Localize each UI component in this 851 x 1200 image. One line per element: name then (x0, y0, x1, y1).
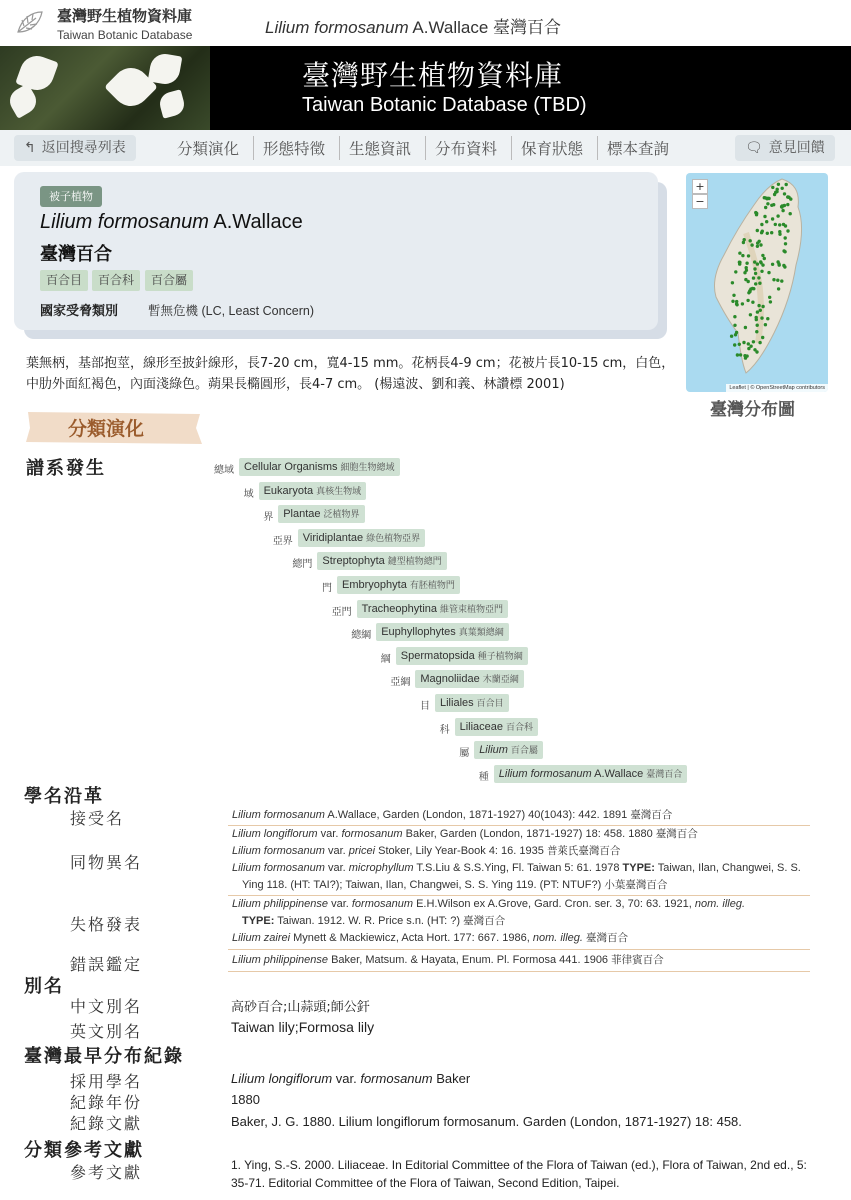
occurrence-dot (776, 188, 779, 191)
occurrence-dot (778, 230, 781, 233)
occurrence-dot (783, 265, 786, 268)
lineage-taxon[interactable]: Liliaceae 百合科 (455, 718, 538, 736)
occurrence-dot (782, 249, 785, 252)
nav-specimens[interactable]: 標本查詢 (607, 140, 670, 158)
synonym-entry: Lilium formosanum var. microphyllum T.S.Liu & S.S.Ying, Fl. Taiwan 5: 61. 1978 TYPE: Taiwan, Ilan, Changwei, S. S. Ying 118. (HT: TAI?); Taiwan, Ilan, Changwei, S. S. Ying 119. (PT: NTUF?) 小葉臺灣百合 (232, 862, 801, 891)
lineage-taxon[interactable]: Spermatopsida 種子植物綱 (396, 647, 528, 665)
occurrence-dot (763, 215, 766, 218)
occurrence-dot (777, 262, 780, 265)
misidentification-label: 錯誤鑑定 (70, 955, 143, 974)
occurrence-dot (789, 197, 792, 200)
lineage-rank: 屬 (459, 748, 470, 760)
occurrence-dot (769, 300, 772, 303)
occurrence-dot (741, 302, 744, 305)
flower-shape (148, 52, 183, 87)
occurrence-dot (752, 276, 755, 279)
nav-separator (597, 136, 598, 160)
chinese-alias-label: 中文別名 (70, 997, 143, 1016)
lineage-rank: 科 (439, 724, 450, 736)
map-attribution[interactable]: Leaflet | © OpenStreetMap contributors (726, 384, 828, 392)
occurrence-dot (735, 300, 738, 303)
occurrence-dot (747, 254, 750, 257)
references-label: 參考文獻 (70, 1163, 143, 1182)
banner-title-zh: 臺灣野生植物資料庫 (302, 59, 564, 92)
occurrence-dot (754, 282, 757, 285)
family-tag[interactable]: 百合科 (92, 270, 140, 291)
lineage-taxon[interactable]: Cellular Organisms 細胞生物總域 (239, 458, 400, 476)
english-alias-label: 英文別名 (70, 1022, 143, 1041)
phylogeny-heading: 譜系發生 (26, 458, 106, 479)
back-arrow-icon: ↰ (24, 140, 36, 156)
occurrence-dot (759, 243, 762, 246)
occurrence-dot (770, 231, 773, 234)
occurrence-dot (789, 212, 792, 215)
lineage-rank: 亞界 (272, 535, 293, 547)
lineage-taxon[interactable]: Euphyllophytes 真葉類總綱 (376, 623, 509, 641)
occurrence-dot (733, 324, 736, 327)
occurrence-dot (786, 229, 789, 232)
references-heading: 分類參考文獻 (24, 1140, 144, 1161)
occurrence-dot (781, 209, 784, 212)
lineage-rank: 總門 (292, 559, 313, 571)
occurrence-dot (767, 271, 770, 274)
occurrence-dot (777, 183, 780, 186)
zoom-out-button[interactable]: − (692, 194, 708, 209)
occurrence-dot (756, 241, 759, 244)
scientific-name: Lilium formosanum A.Wallace (40, 211, 303, 233)
occurrence-dot (761, 254, 764, 257)
occurrence-dot (738, 343, 741, 346)
occurrence-dot (733, 343, 736, 346)
occurrence-dot (745, 269, 748, 272)
accepted-name-entry: Lilium formosanum A.Wallace, Garden (London, 1871-1927) 40(1043): 442. 1891 臺灣百合 (232, 809, 673, 821)
occurrence-dot (752, 340, 755, 343)
flower-shape (157, 89, 186, 118)
occurrence-dot (750, 243, 753, 246)
occurrence-dot (776, 214, 779, 217)
occurrence-dot (764, 323, 767, 326)
nav-taxonomy[interactable]: 分類演化 (177, 140, 240, 158)
occurrence-dot (730, 335, 733, 338)
occurrence-dot (756, 262, 759, 265)
adopted-name-value: Lilium longiflorum var. formosanum Baker (231, 1071, 471, 1086)
lineage-taxon[interactable]: Viridiplantae 綠色植物亞界 (298, 529, 425, 547)
english-alias-value: Taiwan lily;Formosa lily (231, 1019, 375, 1035)
lineage-taxon[interactable]: Magnoliidae 木蘭亞綱 (415, 670, 523, 688)
occurrence-dot (756, 245, 759, 248)
occurrence-dot (741, 254, 744, 257)
banner (0, 46, 851, 130)
occurrence-dot (785, 183, 788, 186)
chinese-alias-value: 高砂百合;山蒜頭;師公釬 (231, 1000, 370, 1015)
occurrence-dot (760, 316, 763, 319)
morphology-description: 葉無柄，基部抱莖，線形至披針線形，長7-20 cm，寬4-15 mm。花柄長4-9 cm；花被片長10-15 cm，白色，中肋外面紅褐色，內面淺綠色。蒴果長橢圓形，長4-7 cm。 (楊遠波、劉和義、林讚標 2001) (26, 356, 675, 392)
lineage-rank: 綱 (380, 653, 391, 665)
misidentification-entry: Lilium philippinense Baker, Matsum. & Hayata, Enum. Pl. Formosa 441. 1906 菲律賓百合 (232, 954, 664, 966)
occurrence-dot (744, 326, 747, 329)
lineage-taxon[interactable]: Lilium formosanum A.Wallace 臺灣百合 (494, 765, 688, 783)
lineage-rank: 域 (243, 488, 254, 500)
nav-separator (339, 136, 340, 160)
order-tag[interactable]: 百合目 (40, 270, 88, 291)
lineage-rank: 門 (322, 583, 332, 594)
occurrence-dot (745, 262, 748, 265)
earliest-record-heading: 臺灣最早分布紀錄 (24, 1046, 184, 1067)
occurrence-dot (758, 282, 761, 285)
lineage-rank: 總域 (214, 465, 234, 476)
occurrence-dot (738, 261, 741, 264)
occurrence-dot (744, 278, 747, 281)
back-to-search-button[interactable]: ↰ 返回搜尋列表 (14, 135, 136, 161)
lineage-taxon[interactable]: Embryophyta 有胚植物門 (337, 576, 460, 594)
occurrence-dot (760, 270, 763, 273)
occurrence-dot (756, 324, 759, 327)
occurrence-dot (747, 291, 750, 294)
nav-separator (253, 136, 254, 160)
occurrence-dot (758, 341, 761, 344)
occurrence-dot (754, 211, 757, 214)
occurrence-dot (766, 317, 769, 320)
occurrence-dot (783, 192, 786, 195)
illegitimate-entry: Lilium philippinense var. formosanum E.H.Wilson ex A.Grove, Gard. Cron. ser. 3, 70: 63. 1921, nom. illeg. TYPE: Taiwan. 1912. W. R. Price s.n. (HT: ?) 臺灣百合 (232, 898, 746, 927)
occurrence-dot (765, 220, 768, 223)
illegitimate-entry: Lilium zairei Mynett & Mackiewicz, Acta Hort. 177: 667. 1986, nom. illeg. 臺灣百合 (232, 932, 629, 944)
occurrence-dot (747, 347, 750, 350)
lineage-rank: 亞綱 (390, 677, 411, 689)
occurrence-dot (768, 296, 771, 299)
occurrence-dot (765, 197, 768, 200)
accepted-name-label: 接受名 (70, 809, 125, 828)
occurrence-dot (733, 315, 736, 318)
lineage-taxon[interactable]: Eukaryota 真核生物域 (259, 482, 367, 500)
occurrence-dot (749, 239, 752, 242)
feedback-button[interactable]: 🗨 意見回饋 (735, 135, 835, 161)
threat-value: 暫無危機 (LC, Least Concern) (148, 304, 315, 318)
lineage-rank: 目 (420, 701, 430, 712)
reference-entry: 1. Ying, S.-S. 2000. Liliaceae. In Editorial Committee of the Flora of Taiwan (ed.), Flora of Taiwan, 2nd ed., 5: 35-71. Editorial Committee of the Flora of Taiwan, Second Edition, Taipei. (231, 1158, 807, 1190)
banner-photo (0, 46, 210, 130)
banner-title-en: Taiwan Botanic Database (TBD) (302, 94, 587, 116)
occurrence-dot (771, 186, 774, 189)
nav-distribution[interactable]: 分布資料 (435, 140, 498, 158)
section-nav (0, 130, 851, 166)
map-title: 臺灣分布圖 (710, 400, 795, 420)
occurrence-dot (770, 204, 773, 207)
occurrence-dot (763, 257, 766, 260)
synonym-entry: Lilium formosanum var. pricei Stoker, Lily Year-Book 4: 16. 1935 普萊氏臺灣百合 (232, 845, 621, 857)
synonym-entry: Lilium longiflorum var. formosanum Baker, Garden (London, 1871-1927) 18: 458. 1880 臺灣百合 (232, 828, 698, 840)
occurrence-dot (757, 276, 760, 279)
occurrence-dot (739, 353, 742, 356)
section-title-taxonomy: 分類演化 (68, 418, 145, 440)
occurrence-dot (761, 263, 764, 266)
occurrence-dot (780, 279, 783, 282)
occurrence-dot (745, 354, 748, 357)
occurrence-dot (757, 304, 760, 307)
occurrence-dot (738, 252, 741, 255)
occurrence-dot (771, 263, 774, 266)
site-name-en[interactable]: Taiwan Botanic Database (57, 28, 193, 42)
occurrence-dot (747, 342, 750, 345)
record-year-value: 1880 (231, 1092, 260, 1107)
occurrence-dot (786, 203, 789, 206)
occurrence-dot (734, 270, 737, 273)
site-name-zh[interactable]: 臺灣野生植物資料庫 (57, 7, 193, 25)
synonyms-label: 同物異名 (70, 853, 143, 872)
occurrence-dot (761, 305, 764, 308)
occurrence-dot (753, 348, 756, 351)
occurrence-dot (760, 223, 763, 226)
nav-ecology[interactable]: 生態資訊 (349, 140, 412, 158)
lineage-taxon[interactable]: Liliales 百合目 (435, 694, 509, 712)
occurrence-dot (777, 287, 780, 290)
occurrence-dot (766, 202, 769, 205)
occurrence-dot (760, 231, 763, 234)
occurrence-dot (774, 191, 777, 194)
distribution-map[interactable] (686, 173, 828, 392)
nav-separator (425, 136, 426, 160)
occurrence-dot (735, 303, 738, 306)
lineage-rank: 總綱 (351, 630, 372, 642)
nav-conservation[interactable]: 保育狀態 (521, 140, 584, 158)
occurrence-dot (759, 260, 762, 263)
record-literature-label: 紀錄文獻 (70, 1114, 143, 1133)
lineage-rank: 界 (263, 512, 274, 524)
adopted-name-label: 採用學名 (70, 1072, 143, 1091)
occurrence-dot (752, 287, 755, 290)
nomenclature-heading: 學名沿革 (24, 786, 104, 807)
nav-morphology[interactable]: 形態特徵 (263, 140, 326, 158)
occurrence-dot (756, 229, 759, 232)
lineage-rank: 亞門 (331, 606, 352, 618)
occurrence-dot (742, 241, 745, 244)
page-title-sci: Lilium formosanum (265, 18, 409, 37)
occurrence-dot (732, 294, 735, 297)
occurrence-dot (755, 330, 758, 333)
divider (228, 971, 810, 972)
class-badge: 被子植物 (40, 186, 102, 207)
occurrence-dot (781, 187, 784, 190)
occurrence-dot (774, 223, 777, 226)
chinese-name: 臺灣百合 (40, 244, 112, 265)
leaf-logo-icon[interactable] (14, 8, 46, 40)
occurrence-dot (764, 206, 767, 209)
occurrence-dot (766, 232, 769, 235)
occurrence-dot (751, 301, 754, 304)
lineage-taxon[interactable]: Streptophyta 鏈型植物總門 (317, 552, 446, 570)
page-title-author: A.Wallace (412, 18, 489, 37)
occurrence-dot (755, 316, 758, 319)
divider (228, 949, 810, 950)
occurrence-dot (761, 336, 764, 339)
zoom-in-button[interactable]: + (692, 179, 708, 194)
occurrence-dot (782, 223, 785, 226)
occurrence-dot (771, 217, 774, 220)
record-literature-value: Baker, J. G. 1880. Lilium longiflorum formosanum. Garden (London, 1871-1927) 18: 458. (231, 1114, 742, 1129)
occurrence-dot (731, 300, 734, 303)
occurrence-dot (756, 310, 759, 313)
lineage-taxon[interactable]: Tracheophytina 維管束植物亞門 (357, 600, 508, 618)
occurrence-dot (784, 242, 787, 245)
nav-separator (511, 136, 512, 160)
chat-icon: 🗨 (745, 140, 763, 156)
occurrence-dot (772, 278, 775, 281)
record-year-label: 紀錄年份 (70, 1093, 143, 1112)
occurrence-dot (731, 281, 734, 284)
occurrence-dot (780, 205, 783, 208)
lineage-taxon[interactable]: Lilium 百合屬 (474, 741, 543, 759)
illegitimate-label: 失格發表 (70, 915, 143, 934)
lineage-taxon[interactable]: Plantae 泛植物界 (278, 505, 364, 523)
occurrence-dot (786, 195, 789, 198)
occurrence-dot (736, 353, 739, 356)
page-title (265, 13, 561, 38)
occurrence-dot (784, 236, 787, 239)
occurrence-dot (754, 272, 757, 275)
genus-tag[interactable]: 百合屬 (145, 270, 193, 291)
occurrence-dot (746, 299, 749, 302)
occurrence-dot (759, 309, 762, 312)
lineage-rank: 種 (478, 771, 489, 783)
alias-heading: 別名 (24, 976, 64, 997)
occurrence-dot (735, 331, 738, 334)
occurrence-dot (778, 223, 781, 226)
occurrence-dot (753, 260, 756, 263)
occurrence-dot (753, 267, 756, 270)
occurrence-dot (776, 279, 779, 282)
occurrence-dot (742, 341, 745, 344)
page-title-zh: 臺灣百合 (493, 18, 562, 37)
threat-label: 國家受脅類別 (40, 304, 119, 319)
occurrence-dot (749, 313, 752, 316)
